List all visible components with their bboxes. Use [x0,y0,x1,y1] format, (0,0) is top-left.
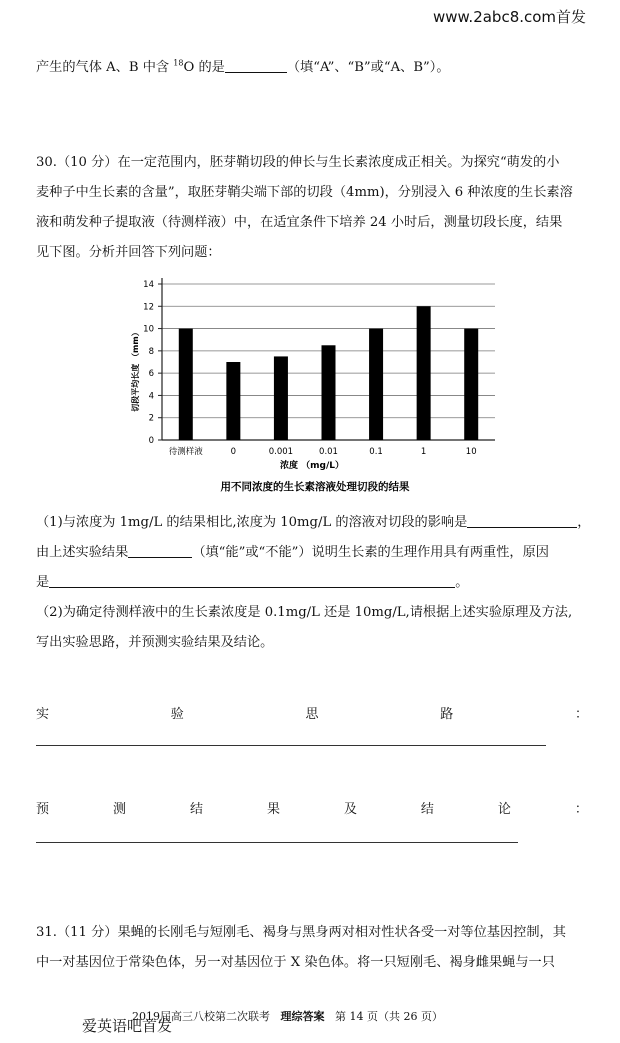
experiment-char: 思 [305,707,319,722]
q30-1-text-b1: 由上述实验结果 [36,545,129,560]
y-tick-label: 0 [148,436,154,446]
x-tick-label: 0 [230,447,237,457]
bar-7 [464,329,478,440]
carryover-text-2: O 的是 [183,60,225,75]
q30-1-text-c1: 是 [36,575,50,590]
prediction-char: 果 [266,802,280,817]
prediction-char: 论 [497,802,511,817]
prediction-char: 结 [420,802,434,817]
watermark-bottom: 爱英语吧首发 [82,1017,173,1035]
footer-subject: 理综答案 [280,1010,325,1023]
y-tick-label: 8 [148,346,154,357]
q30-1-text-a1: （1)与浓度为 1mg/L 的结果相比,浓度为 10mg/L 的溶液对切段的影响是 [36,515,468,530]
prediction-char: 结 [189,802,203,817]
x-tick-label: 0.01 [319,447,338,457]
answer-blank-3[interactable] [49,573,455,588]
bar-2 [226,362,240,440]
q30-line-4: 见下图。分析并回答下列问题： [36,245,221,260]
experiment-char: 路 [440,707,454,722]
prediction-char: 预 [36,802,50,817]
q31-line-2: 中一对基因位于常染色体，另一对基因位于 X 染色体。将一只短刚毛、褐身雌果蝇与一只 [36,955,555,970]
chart-title: 用不同浓度的生长素溶液处理切段的结果 [220,481,410,493]
answer-blank-1[interactable] [467,513,577,528]
q30-1-line-c [36,570,468,596]
q30-1-line-b [36,540,549,566]
experiment-char: ： [574,707,588,722]
y-tick-label: 6 [148,369,154,380]
q30-1-line-a [36,510,590,536]
x-tick-label: 待测样液 [168,447,203,457]
q31-line-1: 31.（11 分）果蝇的长刚毛与短刚毛、褐身与黑身两对相对性状各受一对等位基因控制，其 [36,925,566,940]
footer-exam-name: 2019届高三八校第二次联考 [132,1010,270,1023]
q30-line-2: 麦种子中生长素的含量”，取胚芽鞘尖端下部的切段（4mm)，分别浸入 6 种浓度的生长素溶 [36,185,573,200]
answer-blank-2[interactable] [128,543,192,558]
bar-4 [322,345,336,440]
q30-2-line-1: （2)为确定待测样液中的生长素浓度是 0.1mg/L 还是 10mg/L,请根据上述实验原理及方法, [36,605,573,620]
prediction-char: ： [574,802,588,817]
carryover-line [36,55,450,81]
watermark-top: www.2abc8.com首发 [433,8,587,26]
bar-3 [274,356,288,440]
page-footer [132,1008,443,1024]
prediction-answer-line[interactable] [36,842,518,843]
x-tick-label: 1 [420,447,427,457]
prediction-label [36,798,588,817]
experiment-answer-line[interactable] [36,745,546,746]
q30-1-text-b2: （填“能”或“不能”）说明生长素的生理作用具有两重性，原因 [192,545,549,560]
bar-5 [369,329,383,440]
y-tick-label: 10 [143,324,154,335]
experiment-char: 验 [170,707,184,722]
y-tick-label: 14 [143,280,154,290]
bar-1 [179,329,193,440]
q30-1-text-a2: ， [577,515,591,530]
isotope-superscript: 18 [173,58,184,68]
q30-2-line-2: 写出实验思路，并预测实验结果及结论。 [36,635,274,650]
y-tick-label: 2 [148,413,154,424]
bar-6 [417,306,431,440]
x-tick-label: 0.001 [268,447,294,457]
prediction-char: 测 [112,802,126,817]
carryover-hint: （填“A”、“B”或“A、B”）。 [286,60,450,75]
experiment-label [36,703,588,722]
x-tick-label: 0.1 [369,447,383,457]
footer-page-number: 第 14 页（共 26 页） [335,1010,443,1023]
carryover-text: 产生的气体 A、B 中含 [36,60,174,75]
q30-line-1: 30.（10 分）在一定范围内，胚芽鞘切段的伸长与生长素浓度成正相关。为探究“萌发的小 [36,155,560,170]
chart-x-axis-label: 浓度 （mg/L） [280,461,344,471]
prediction-char: 及 [343,802,357,817]
bar-chart [120,272,510,497]
chart-y-axis-label: 切段平均长度 （mm） [131,328,140,412]
x-tick-label: 10 [465,447,477,457]
y-tick-label: 12 [143,302,154,313]
q30-1-text-c2: 。 [455,575,469,590]
experiment-char: 实 [36,707,50,722]
y-tick-label: 4 [148,391,154,402]
q30-line-3: 液和萌发种子提取液（待测样液）中，在适宜条件下培养 24 小时后，测量切段长度，结果 [36,215,563,230]
answer-blank[interactable] [225,58,287,73]
